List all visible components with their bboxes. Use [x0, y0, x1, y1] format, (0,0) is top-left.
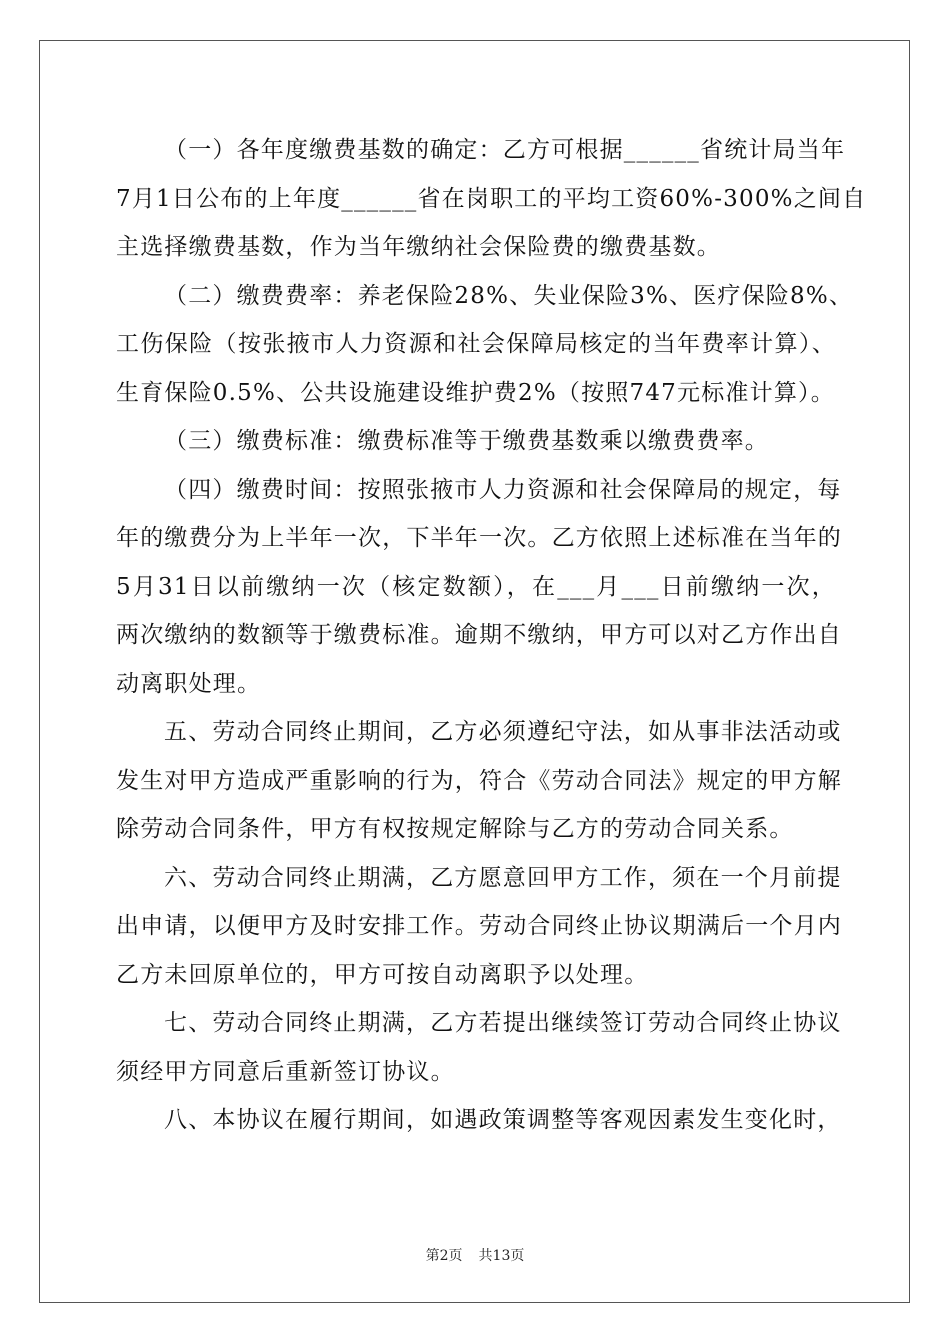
text-line: （四）缴费时间：按照张掖市人力资源和社会保障局的规定，每: [164, 476, 842, 503]
document-body: [116, 126, 867, 1145]
text-line: 7月1日公布的上年度______省在岗职工的平均工资60%-300%之间自: [116, 185, 867, 212]
page-footer: [0, 1245, 950, 1265]
text-line: 工伤保险（按张掖市人力资源和社会保障局核定的当年费率计算）、: [116, 331, 836, 357]
text-line: 两次缴纳的数额等于缴费标准。逾期不缴纳，甲方可以对乙方作出自: [116, 622, 842, 648]
text-line: 须经甲方同意后重新签订协议。: [116, 1058, 455, 1085]
page-total: 共13页: [478, 1248, 525, 1264]
text-line: 八、本协议在履行期间，如遇政策调整等客观因素发生变化时，: [164, 1107, 842, 1133]
page-number: 第2页: [425, 1248, 463, 1264]
text-line: 发生对甲方造成严重影响的行为，符合《劳动合同法》规定的甲方解: [116, 767, 842, 794]
text-line: （二）缴费费率：养老保险28%、失业保险3%、医疗保险8%、: [164, 282, 854, 309]
text-line: 生育保险0.5%、公共设施建设维护费2%（按照747元标准计算）。: [116, 379, 835, 406]
text-line: （三）缴费标准：缴费标准等于缴费基数乘以缴费费率。: [164, 428, 769, 454]
text-line: 除劳动合同条件，甲方有权按规定解除与乙方的劳动合同关系。: [116, 816, 794, 842]
text-line: 动离职处理。: [116, 670, 262, 697]
text-line: 出申请，以便甲方及时安排工作。劳动合同终止协议期满后一个月内: [116, 913, 842, 939]
text-line: （一）各年度缴费基数的确定：乙方可根据______省统计局当年: [164, 137, 846, 163]
text-line: 乙方未回原单位的，甲方可按自动离职予以处理。: [116, 961, 649, 988]
text-line: 年的缴费分为上半年一次，下半年一次。乙方依照上述标准在当年的: [116, 525, 842, 551]
text-line: 六、劳动合同终止期满，乙方愿意回甲方工作，须在一个月前提: [164, 864, 842, 891]
text-line: 五、劳动合同终止期间，乙方必须遵纪守法，如从事非法活动或: [164, 719, 842, 745]
text-line: 主选择缴费基数，作为当年缴纳社会保险费的缴费基数。: [116, 234, 721, 260]
text-line: 七、劳动合同终止期满，乙方若提出继续签订劳动合同终止协议: [164, 1010, 842, 1036]
text-line: 5月31日以前缴纳一次（核定数额），在___月___日前缴纳一次，: [116, 573, 836, 600]
